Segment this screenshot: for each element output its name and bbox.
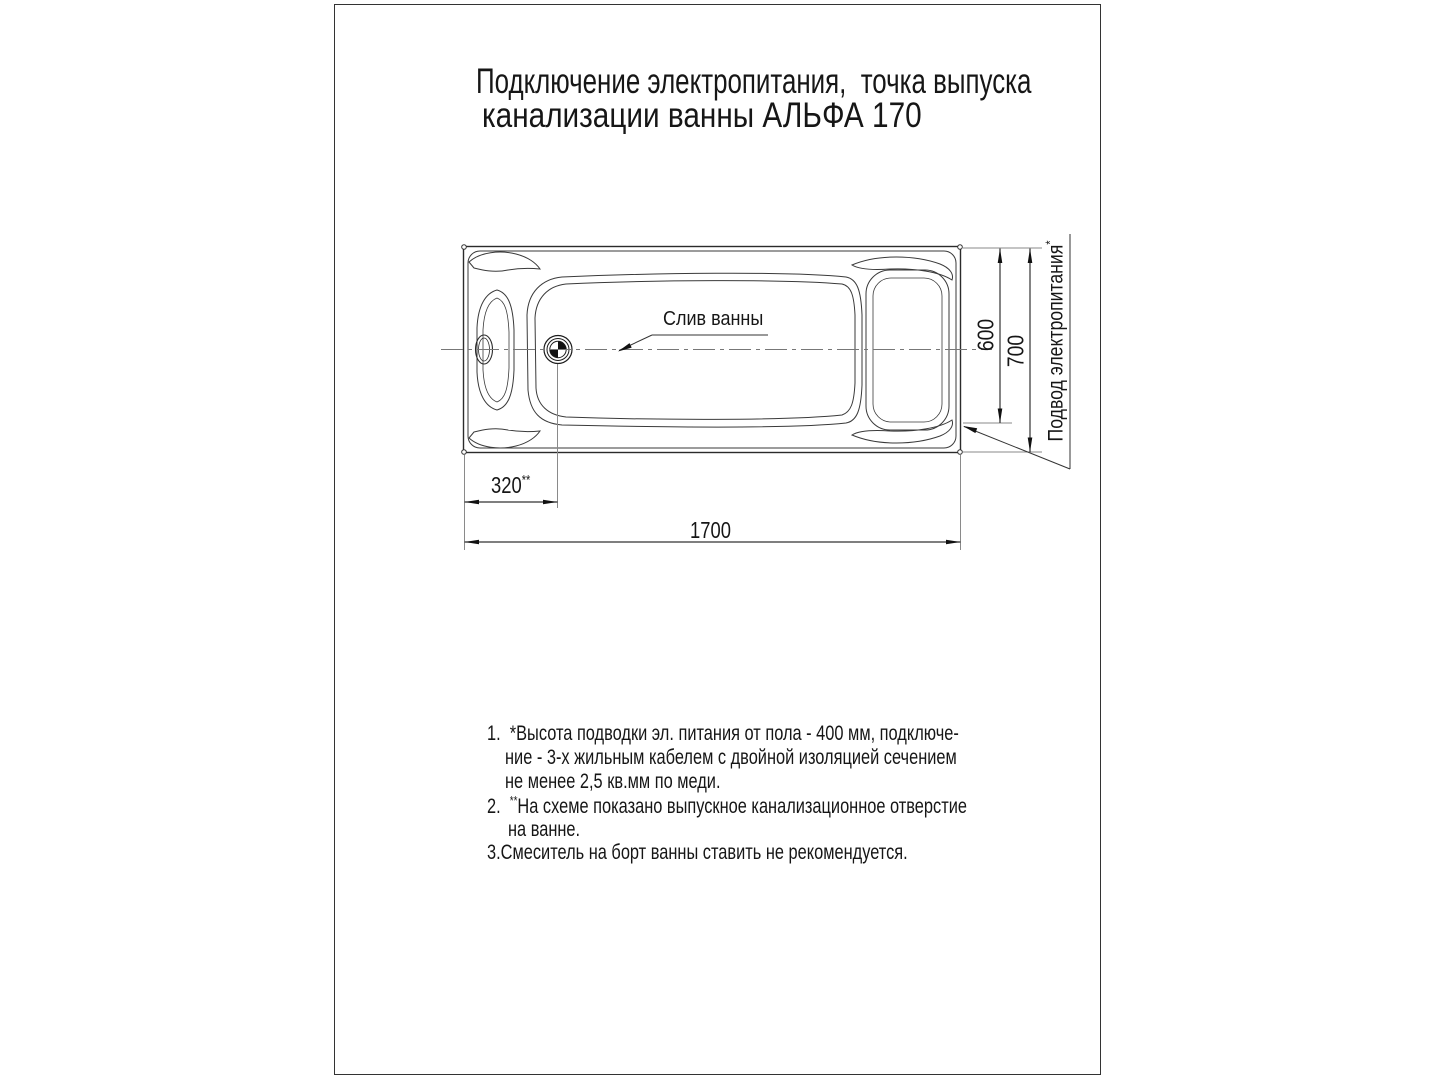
dimension-lines	[465, 249, 1031, 543]
note-1-line-2: ние - 3-х жильным кабелем с двойной изоляцией сечением	[505, 746, 957, 769]
note-2-marker: **	[509, 794, 518, 808]
dimension-1700: 1700	[690, 517, 731, 543]
note-3: 3.Смеситель на борт ванны ставить не рекомендуется.	[487, 841, 908, 864]
dimension-arrowheads	[465, 249, 1033, 545]
power-supply-label	[1043, 240, 1295, 442]
note-1-line-3: не менее 2,5 кв.мм по меди.	[505, 770, 721, 793]
note-2-number: 2.	[487, 795, 510, 818]
dimension-700-value: 700	[1002, 334, 1029, 368]
note-2-text: На схеме показано выпускное канализационное отверстие	[517, 795, 967, 818]
note-2-line-1	[487, 794, 967, 819]
dimension-320-marker: **	[521, 472, 531, 488]
dimension-320-value: 320	[491, 472, 522, 498]
power-supply-label-marker: *	[1043, 240, 1058, 245]
note-1-line-1: 1. *Высота подводки эл. питания от пола - 400 мм, подключе-	[487, 722, 959, 745]
note-2-line-2: на ванне.	[508, 818, 581, 841]
power-supply-label-text: Подвод электропитания	[1044, 244, 1068, 442]
page-title-line1: Подключение электропитания, точка выпуска	[476, 62, 1032, 101]
drain-label: Слив ванны	[663, 308, 764, 330]
dimension-320	[491, 472, 530, 499]
page-title-line2: канализации ванны АЛЬФА 170	[482, 96, 922, 135]
extension-lines	[465, 248, 1043, 550]
dimension-600-value: 600	[972, 318, 999, 352]
